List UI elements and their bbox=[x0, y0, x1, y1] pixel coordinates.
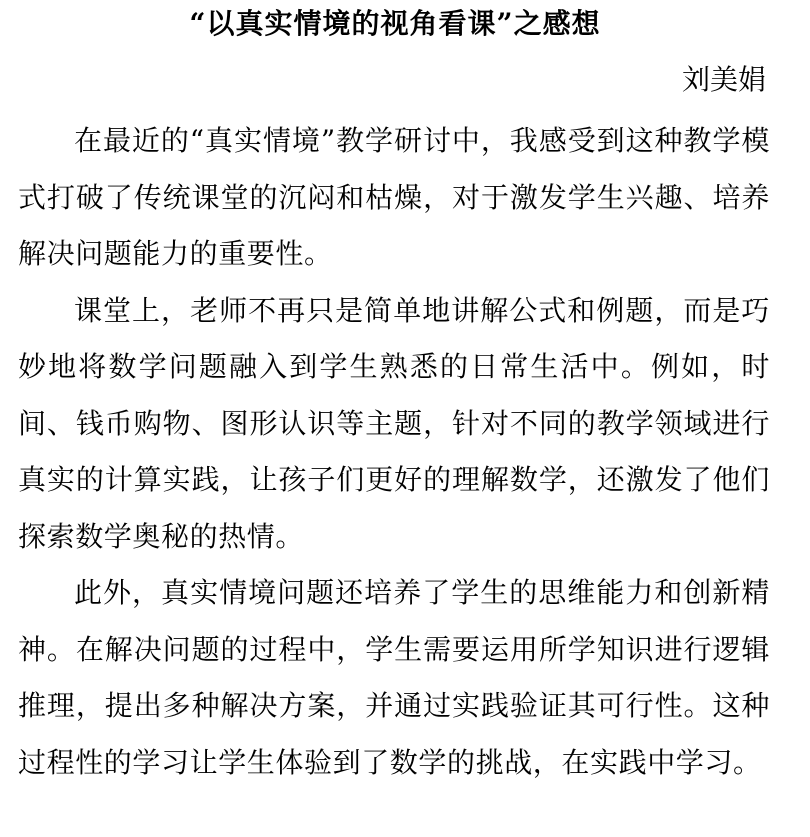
author-name: 刘美娟 bbox=[681, 63, 766, 96]
paragraph-2: 课堂上，老师不再只是简单地讲解公式和例题，而是巧妙地将数学问题融入到学生熟悉的日常生活中。例如，时间、钱币购物、图形认识等主题，针对不同的教学领域进行真实的计算实践，让孩子们更好的理解数学，还激发了他们探索数学奥秘的热情。 bbox=[18, 293, 770, 553]
paragraph-1: 在最近的“真实情境”教学研讨中，我感受到这种教学模式打破了传统课堂的沉闷和枯燥，对于激发学生兴趣、培养解决问题能力的重要性。 bbox=[18, 124, 770, 270]
document-body bbox=[18, 113, 770, 791]
document-title: “以真实情境的视角看课”之感想 bbox=[189, 7, 601, 40]
paragraph-3: 此外，真实情境问题还培养了学生的思维能力和创新精神。在解决问题的过程中，学生需要运用所学知识进行逻辑推理，提出多种解决方案，并通过实践验证其可行性。这种过程性的学习让学生体验到了数学的挑战，在实践中学习。 bbox=[18, 576, 770, 779]
